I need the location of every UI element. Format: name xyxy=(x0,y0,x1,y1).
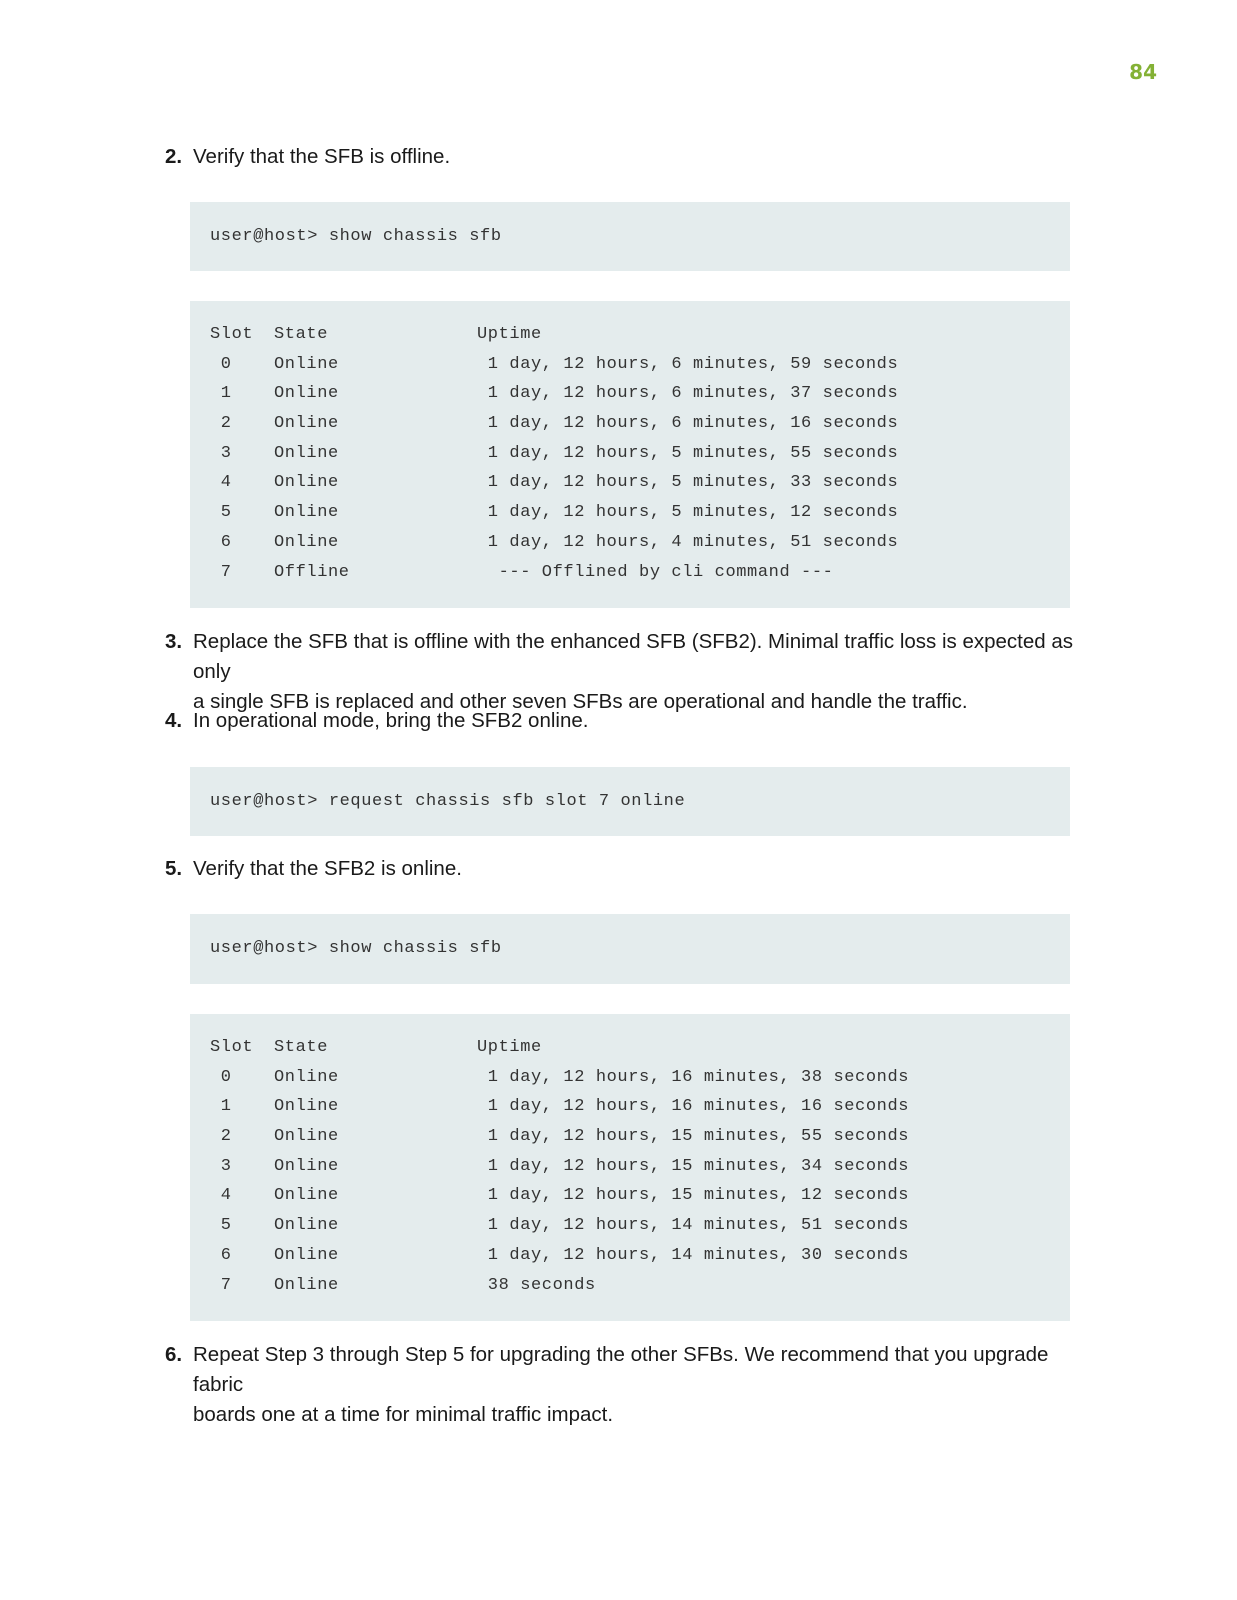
uptime-cell: 1 day, 12 hours, 15 minutes, 34 seconds xyxy=(477,1156,910,1176)
table-row xyxy=(210,1152,1050,1182)
step-number: 5. xyxy=(165,857,183,880)
output-table-online xyxy=(190,1014,1070,1321)
slot-cell: 6 xyxy=(210,532,232,552)
slot-cell: 7 xyxy=(210,1275,232,1295)
output-table-offline xyxy=(190,301,1070,608)
uptime-cell: 1 day, 12 hours, 16 minutes, 16 seconds xyxy=(477,1097,910,1117)
command-block xyxy=(190,767,1070,836)
slot-cell: 0 xyxy=(210,354,232,374)
step-number: 3. xyxy=(165,630,183,653)
command-line: user@host> show chassis sfb xyxy=(210,939,502,958)
step-4 xyxy=(165,706,1085,736)
uptime-cell: 1 day, 12 hours, 15 minutes, 12 seconds xyxy=(477,1186,910,1206)
state-cell: Online xyxy=(274,1127,339,1147)
state-cell: Online xyxy=(274,1216,339,1236)
uptime-cell: 38 seconds xyxy=(477,1275,596,1295)
uptime-cell: 1 day, 12 hours, 4 minutes, 51 seconds xyxy=(477,532,899,552)
step-2 xyxy=(165,142,1085,172)
uptime-cell: 1 day, 12 hours, 6 minutes, 16 seconds xyxy=(477,414,899,434)
slot-cell: 0 xyxy=(210,1067,232,1087)
state-cell: Online xyxy=(274,1156,339,1176)
table-row xyxy=(210,1181,1050,1211)
step-text-line-1: Repeat Step 3 through Step 5 for upgrading the other SFBs. We recommend that you upgrade fabric xyxy=(193,1343,1049,1396)
slot-cell: 1 xyxy=(210,384,232,404)
step-number: 4. xyxy=(165,709,183,732)
state-cell: Online xyxy=(274,532,339,552)
step-number: 2. xyxy=(165,145,183,168)
step-3 xyxy=(165,627,1085,717)
uptime-cell: 1 day, 12 hours, 16 minutes, 38 seconds xyxy=(477,1067,910,1087)
slot-cell: 2 xyxy=(210,414,232,434)
uptime-cell: 1 day, 12 hours, 6 minutes, 37 seconds xyxy=(477,384,899,404)
table-header xyxy=(210,320,1050,350)
table-row xyxy=(210,468,1050,498)
state-cell: Online xyxy=(274,354,339,374)
command-line: user@host> show chassis sfb xyxy=(210,227,502,246)
uptime-cell: 1 day, 12 hours, 6 minutes, 59 seconds xyxy=(477,354,899,374)
step-text-line-2: boards one at a time for minimal traffic impact. xyxy=(193,1403,614,1426)
slot-cell: 2 xyxy=(210,1127,232,1147)
step-text-line-2: a single SFB is replaced and other seven SFBs are operational and handle the traffic. xyxy=(193,690,968,713)
state-cell: State xyxy=(274,1038,329,1057)
state-cell: Online xyxy=(274,1097,339,1117)
step-5 xyxy=(165,854,1085,884)
step-text: Verify that the SFB is offline. xyxy=(193,145,451,168)
uptime-cell: 1 day, 12 hours, 15 minutes, 55 seconds xyxy=(477,1127,910,1147)
table-row xyxy=(210,498,1050,528)
uptime-cell: 1 day, 12 hours, 14 minutes, 30 seconds xyxy=(477,1245,910,1265)
state-cell: Online xyxy=(274,1275,339,1295)
uptime-cell: --- Offlined by cli command --- xyxy=(477,562,834,582)
uptime-cell: 1 day, 12 hours, 5 minutes, 33 seconds xyxy=(477,473,899,493)
uptime-cell: Uptime xyxy=(477,1038,542,1057)
page-number: 84 xyxy=(1129,60,1157,84)
slot-cell: 7 xyxy=(210,562,232,582)
slot-cell: 5 xyxy=(210,503,232,523)
step-text-line-1: Replace the SFB that is offline with the enhanced SFB (SFB2). Minimal traffic loss is expected as only xyxy=(193,630,1074,683)
state-cell: State xyxy=(274,325,329,344)
table-row xyxy=(210,1122,1050,1152)
command-block xyxy=(190,914,1070,984)
table-row xyxy=(210,379,1050,409)
uptime-cell: 1 day, 12 hours, 5 minutes, 12 seconds xyxy=(477,503,899,523)
state-cell: Online xyxy=(274,414,339,434)
slot-cell: 4 xyxy=(210,1186,232,1206)
step-number: 6. xyxy=(165,1343,183,1366)
state-cell: Online xyxy=(274,473,339,493)
command-block xyxy=(190,202,1070,271)
uptime-cell: Uptime xyxy=(477,325,542,344)
slot-cell: 3 xyxy=(210,443,232,463)
table-row xyxy=(210,1271,1050,1301)
state-cell: Offline xyxy=(274,562,350,582)
table-row xyxy=(210,350,1050,380)
state-cell: Online xyxy=(274,1245,339,1265)
table-row xyxy=(210,1241,1050,1271)
table-row xyxy=(210,439,1050,469)
slot-cell: 3 xyxy=(210,1156,232,1176)
table-row xyxy=(210,1092,1050,1122)
table-row xyxy=(210,1063,1050,1093)
table-row xyxy=(210,409,1050,439)
slot-cell: Slot xyxy=(210,325,254,344)
state-cell: Online xyxy=(274,503,339,523)
table-row xyxy=(210,1211,1050,1241)
slot-cell: Slot xyxy=(210,1038,254,1057)
slot-cell: 1 xyxy=(210,1097,232,1117)
command-line: user@host> request chassis sfb slot 7 online xyxy=(210,792,686,811)
slot-cell: 4 xyxy=(210,473,232,493)
slot-cell: 5 xyxy=(210,1216,232,1236)
state-cell: Online xyxy=(274,1186,339,1206)
table-row xyxy=(210,558,1050,588)
step-text: Verify that the SFB2 is online. xyxy=(193,857,462,880)
step-6 xyxy=(165,1340,1085,1430)
table-header xyxy=(210,1033,1050,1063)
state-cell: Online xyxy=(274,443,339,463)
table-row xyxy=(210,528,1050,558)
uptime-cell: 1 day, 12 hours, 14 minutes, 51 seconds xyxy=(477,1216,910,1236)
uptime-cell: 1 day, 12 hours, 5 minutes, 55 seconds xyxy=(477,443,899,463)
state-cell: Online xyxy=(274,1067,339,1087)
step-text: In operational mode, bring the SFB2 online. xyxy=(193,709,589,732)
slot-cell: 6 xyxy=(210,1245,232,1265)
state-cell: Online xyxy=(274,384,339,404)
